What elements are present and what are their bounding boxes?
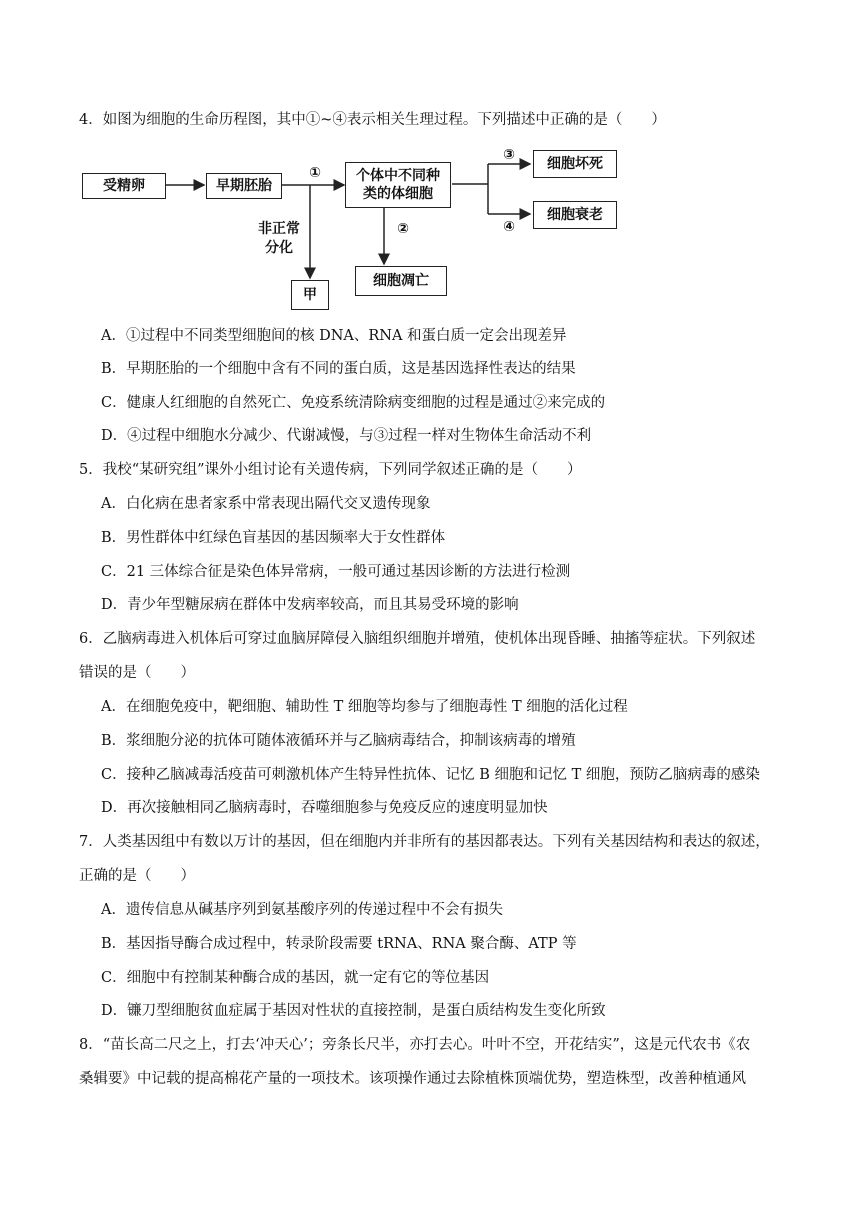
q4-option-b: B．早期胚胎的一个细胞中含有不同的蛋白质，这是基因选择性表达的结果 [101,361,576,377]
process-1-label: ① [309,165,321,181]
q7-option-c: C．细胞中有控制某种酶合成的基因，就一定有它的等位基因 [101,970,490,986]
cell-life-history-diagram [78,142,638,314]
q7-option-a: A．遗传信息从碱基序列到氨基酸序列的传递过程中不会有损失 [101,902,503,918]
somatic-cells-line2: 类的体细胞 [363,186,433,202]
somatic-cells-box [345,162,451,208]
q6-option-c: C．接种乙脑减毒活疫苗可刺激机体产生特异性抗体、记忆 B 细胞和记忆 T 细胞，预防乙脑病毒的感染 [101,767,760,783]
q6-option-b: B．浆细胞分泌的抗体可随体液循环并与乙脑病毒结合，抑制该病毒的增殖 [101,733,576,749]
question-6-stem-line1: 6．乙脑病毒进入机体后可穿过血脑屏障侵入脑组织细胞并增殖，使机体出现昏睡、抽搐等症状。下列叙述 [79,631,756,647]
necrosis-box: 细胞坏死 [533,150,617,178]
question-6-stem-line2: 错误的是（ ） [79,665,195,681]
q7-option-d: D．镰刀型细胞贫血症属于基因对性状的直接控制，是蛋白质结构发生变化所致 [101,1003,606,1019]
fertilized-egg-box: 受精卵 [82,173,166,199]
q7-option-b: B．基因指导酶合成过程中，转录阶段需要 tRNA、RNA 聚合酶、ATP 等 [101,936,577,952]
q5-option-b: B．男性群体中红绿色盲基因的基因频率大于女性群体 [101,530,446,546]
abnormal-line2: 分化 [265,240,293,256]
question-4-stem: 4．如图为细胞的生命历程图，其中①~④表示相关生理过程。下列描述中正确的是（ ） [79,112,666,128]
abnormal-differentiation-label [254,220,304,258]
jia-box: 甲 [291,280,329,310]
q4-option-c: C．健康人红细胞的自然死亡、免疫系统清除病变细胞的过程是通过②来完成的 [101,395,606,411]
q5-option-c: C．21 三体综合征是染色体异常病，一般可通过基因诊断的方法进行检测 [101,564,571,580]
question-7-stem-line2: 正确的是（ ） [79,868,195,884]
q5-option-d: D．青少年型糖尿病在群体中发病率较高，而且其易受环境的影响 [101,597,519,613]
process-3-label: ③ [503,147,515,163]
question-8-stem-line2: 桑辑要》中记载的提高棉花产量的一项技术。该项操作通过去除植株顶端优势，塑造株型，改善种植通风 [79,1071,746,1087]
q4-option-d: D．④过程中细胞水分减少、代谢减慢，与③过程一样对生物体生命活动不利 [101,428,592,444]
early-embryo-box: 早期胚胎 [206,173,282,199]
somatic-cells-line1: 个体中不同种 [356,168,440,184]
process-4-label: ④ [503,219,515,235]
q5-option-a: A．白化病在患者家系中常表现出隔代交叉遗传现象 [101,496,431,512]
q6-option-d: D．再次接触相同乙脑病毒时，吞噬细胞参与免疫反应的速度明显加快 [101,800,548,816]
question-8-stem-line1: 8．“苗长高二尺之上，打去‘冲天心’；旁条长尺半，亦打去心。叶叶不空，开花结实”，这是元代农书《农 [79,1037,751,1053]
question-5-stem: 5．我校“某研究组”课外小组讨论有关遗传病，下列同学叙述正确的是（ ） [79,462,582,478]
q6-option-a: A．在细胞免疫中，靶细胞、辅助性 T 细胞等均参与了细胞毒性 T 细胞的活化过程 [101,699,628,715]
process-2-label: ② [397,221,409,237]
senescence-box: 细胞衰老 [533,201,617,229]
apoptosis-box: 细胞凋亡 [355,266,447,296]
q4-option-a: A．①过程中不同类型细胞间的核 DNA、RNA 和蛋白质一定会出现差异 [101,328,567,344]
question-7-stem-line1: 7．人类基因组中有数以万计的基因，但在细胞内并非所有的基因都表达。下列有关基因结构和表达的叙述， [79,834,770,850]
abnormal-line1: 非正常 [258,221,300,237]
